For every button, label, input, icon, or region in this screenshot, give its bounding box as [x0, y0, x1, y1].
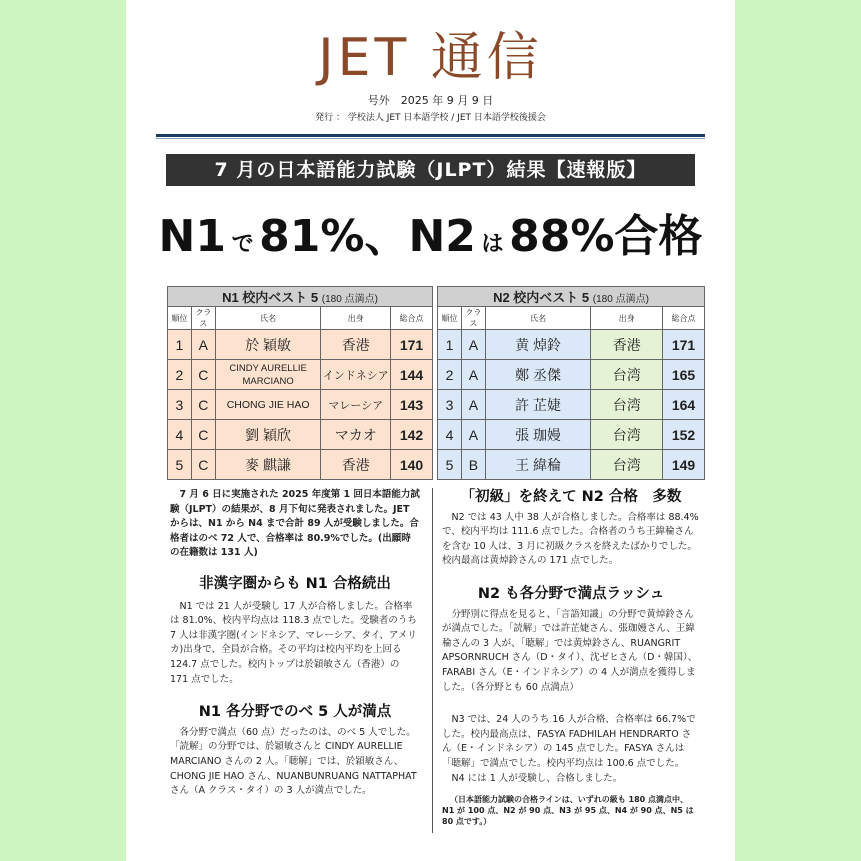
- column-divider: [432, 488, 433, 833]
- section-heading-n1: 非漢字圏からも N1 合格続出: [199, 575, 391, 592]
- n1-top5-table: [167, 286, 433, 480]
- table-row: 3 A 許 芷婕 台湾 164: [438, 390, 705, 420]
- table-row: 4 A 張 珈嫚 台湾 152: [438, 420, 705, 450]
- newsletter-page: [126, 0, 735, 861]
- headline-n2-rate: 88%合格: [509, 211, 703, 262]
- col-class: クラス: [191, 307, 215, 330]
- n1-perfect-paragraph: 各分野で満点（60 点）だったのは、のべ 5 人でした。「読解」の分野では、於穎敏さんと CINDY AURELLIE MARCIANO さんの 2 人。「聴解」では、於穎敏さん、CHONG JIE HAO さん、NUANBUNRUANG NATTAPHAT さん（A クラス・タイ）の 3 人が満点でした。: [170, 726, 417, 797]
- headline-de: で: [231, 232, 254, 257]
- pass-line-note: （日本語能力試験の合格ラインは、いずれの級も 180 点満点中、N1 が 100 点、N2 が 90 点、N3 が 95 点、N4 が 90 点、N5 は 80 点です。）: [442, 795, 694, 827]
- header-rule-thin: [156, 138, 705, 139]
- col-name: 氏名: [485, 307, 591, 330]
- headline-n1: N1: [158, 211, 226, 262]
- col-score: 総合点: [391, 307, 433, 330]
- headline-n1-rate: 81%、N2: [259, 211, 476, 262]
- n4-paragraph: N4 には 1 人が受験し、合格しました。: [451, 772, 623, 784]
- col-name: 氏名: [215, 307, 321, 330]
- n3-paragraph: N3 では、24 人のうち 16 人が合格、合格率は 66.7%でした。校内最高点は、FASYA FADHILAH HENDRARTO さん（E・インドネシア）の 145 点でした。FASYA さんは「聴解」で満点でした。校内平均点は 100.6 点でした。: [442, 714, 696, 769]
- n2-top5-table: [437, 286, 705, 480]
- n2-paragraph: N2 では 43 人中 38 人が合格しました。合格率は 88.4%で、校内平均は 111.6 点でした。合格者のうち王緯稐さんを含む 10 人は、3 月に初級クラスを終えたばかりでした。校内最高は黄焯鈴さんの 171 点でした。: [442, 511, 699, 567]
- col-origin: 出身: [321, 307, 391, 330]
- col-class: クラス: [461, 307, 485, 330]
- col-rank: 順位: [438, 307, 462, 330]
- n1-paragraph: N1 では 21 人が受験し 17 人が合格しました。合格率は 81.0%、校内平均点は 118.3 点でした。受験者のうち 7 人は非漢字圏(インドネシア、マレーシア、タイ、アメリカ)出身で、全員が合格。その平均は校内平均を上回る 124.7 点でした。校内トップは於穎敏さん（香港）の 171 点でした。: [170, 600, 417, 685]
- col-rank: 順位: [168, 307, 192, 330]
- table-row: 1 A 於 穎敏 香港 171: [168, 330, 433, 360]
- right-column: [442, 490, 700, 827]
- headline: [126, 200, 735, 264]
- issue-date: 号外 2025 年 9 月 9 日: [367, 94, 494, 107]
- publisher-line: 発行 ： 学校法人 JET 日本語学校 / JET 日本語学校後援会: [315, 113, 546, 123]
- section-heading-n1-perfect: N1 各分野でのべ 5 人が満点: [198, 704, 392, 721]
- table-row: 2 C CINDY AURELLIE MARCIANO インドネシア 144: [168, 360, 433, 390]
- n2-table-caption: N2 校内ベスト 5 (180 点満点): [438, 287, 705, 307]
- table-row: 5 C 麥 麒謙 香港 140: [168, 450, 433, 480]
- col-origin: 出身: [591, 307, 663, 330]
- headline-wa: は: [481, 232, 504, 257]
- header-rule: [156, 134, 705, 137]
- table-row: 4 C 劉 穎欣 マカオ 142: [168, 420, 433, 450]
- intro-paragraph: 7 月 6 日に実施された 2025 年度第 1 回日本語能力試験（JLPT）の結果が、8 月下旬に発表されました。JET からは、N1 から N4 まで合計 89 人が受験しました。合格者はのべ 72 人で、合格率は 80.9%でした。(出願時の在籍数は 131 人): [170, 489, 420, 559]
- newsletter-title: JET 通信: [318, 28, 543, 88]
- left-column: [170, 488, 420, 799]
- n1-table-caption: N1 校内ベスト 5 (180 点満点): [168, 287, 433, 307]
- section-heading-n2: 「初級」を終えて N2 合格 多数: [460, 489, 682, 505]
- table-row: 1 A 黄 焯鈴 香港 171: [438, 330, 705, 360]
- table-row: 5 B 王 緯稐 台湾 149: [438, 450, 705, 480]
- table-row: 3 C CHONG JIE HAO マレーシア 143: [168, 390, 433, 420]
- masthead: [126, 28, 735, 88]
- col-score: 総合点: [663, 307, 705, 330]
- section-heading-n2-perfect: N2 も各分野で満点ラッシュ: [477, 585, 665, 602]
- n2-perfect-paragraph: 分野別に得点を見ると、「言語知識」の分野で黄焯鈴さんが満点でした。「読解」では許芷婕さん、張珈嫚さん、王緯稐さんの 3 人が、「聴解」では黄焯鈴さん、RUANGRIT APSORNRUCH さん（D・タイ）、沈ゼヒさん（D・韓国）、FARABI さん（E・インドネシア）の 4 人が満点を獲得しました。（各分野とも 60 点満点）: [442, 608, 698, 693]
- table-row: 2 A 鄭 丞傑 台湾 165: [438, 360, 705, 390]
- results-banner: 7 月の日本語能力試験（JLPT）結果【速報版】: [166, 154, 695, 186]
